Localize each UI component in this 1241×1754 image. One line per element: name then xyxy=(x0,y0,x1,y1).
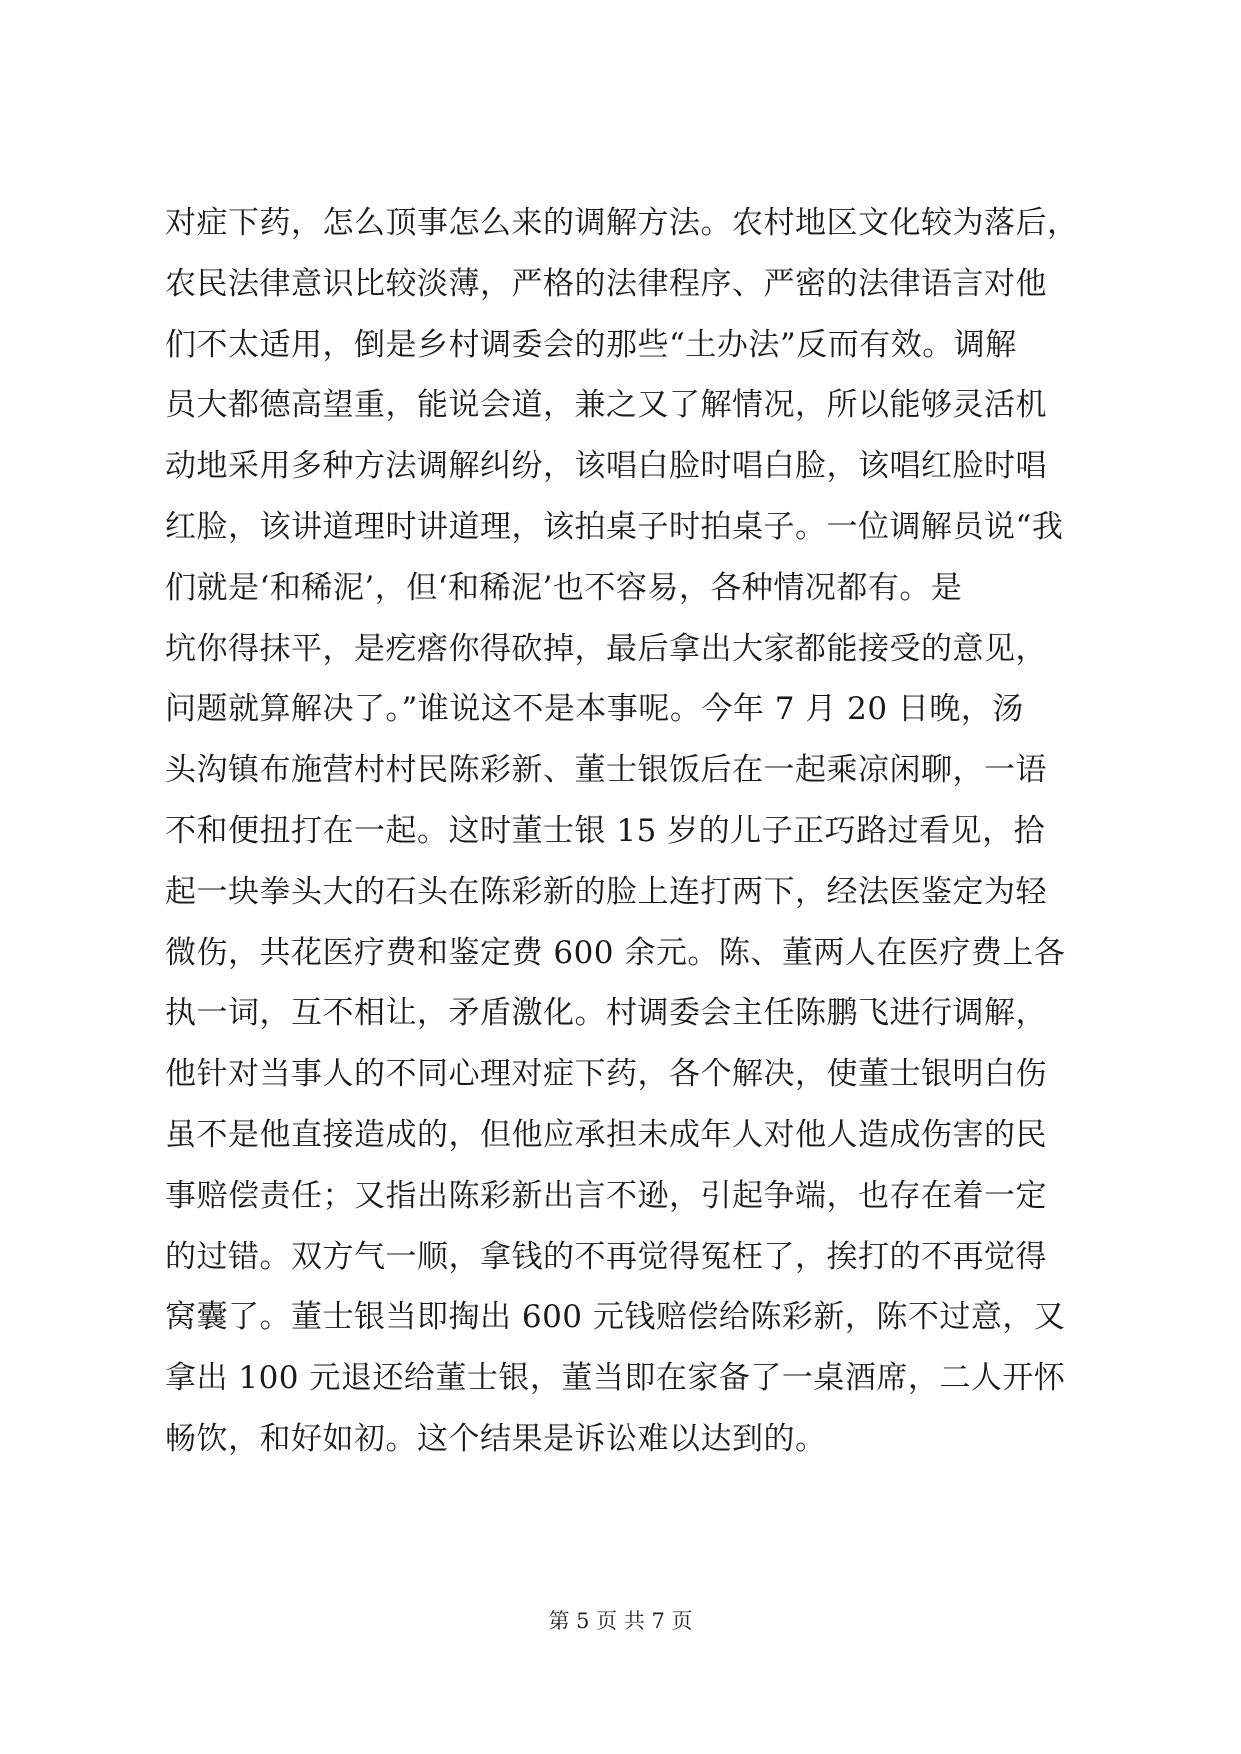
text-line-13: 微伤，共花医疗费和鉴定费 600 余元。陈、董两人在医疗费上各 xyxy=(165,934,1066,971)
text-line-6: 红脸，该讲道理时讲道理，该拍桌子时拍桌子。一位调解员说“我 xyxy=(165,508,1064,545)
text-line-21: 畅饮，和好如初。这个结果是诉讼难以达到的。 xyxy=(165,1420,827,1457)
text-line-11: 不和便扭打在一起。这时董士银 15 岁的儿子正巧路过看见，拾 xyxy=(165,812,1046,849)
text-line-1: 对症下药，怎么顶事怎么来的调解方法。农村地区文化较为落后， xyxy=(165,205,1079,241)
text-line-10: 头沟镇布施营村村民陈彩新、董士银饭后在一起乘凉闲聊，一语 xyxy=(165,752,1047,789)
text-line-18: 的过错。双方气一顺，拿钱的不再觉得冤枉了，挨打的不再觉得 xyxy=(165,1238,1047,1275)
text-line-12: 起一块拳头大的石头在陈彩新的脸上连打两下，经法医鉴定为轻 xyxy=(165,873,1047,910)
text-line-5: 动地采用多种方法调解纠纷，该唱白脸时唱白脸，该唱红脸时唱 xyxy=(165,448,1047,485)
text-line-8: 坑你得抹平，是疙瘩你得砍掉，最后拿出大家都能接受的意见， xyxy=(165,630,1047,667)
text-line-17: 事赔偿责任；又指出陈彩新出言不逊，引起争端，也存在着一定 xyxy=(165,1177,1047,1214)
text-line-2: 农民法律意识比较淡薄，严格的法律程序、严密的法律语言对他 xyxy=(165,265,1047,302)
text-line-9: 问题就算解决了。”谁说这不是本事呢。今年 7 月 20 日晚，汤 xyxy=(165,691,1024,728)
page-footer xyxy=(0,1606,1241,1636)
text-line-7: 们就是‘和稀泥’，但‘和稀泥’也不容易，各种情况都有。是 xyxy=(165,569,963,606)
text-line-16: 虽不是他直接造成的，但他应承担未成年人对他人造成伤害的民 xyxy=(165,1116,1047,1153)
text-line-14: 执一词，互不相让，矛盾激化。村调委会主任陈鹏飞进行调解， xyxy=(165,995,1047,1032)
text-line-15: 他针对当事人的不同心理对症下药，各个解决，使董士银明白伤 xyxy=(165,1056,1047,1093)
text-line-19: 窝囊了。董士银当即掏出 600 元钱赔偿给陈彩新，陈不过意，又 xyxy=(165,1299,1066,1336)
text-line-20: 拿出 100 元退还给董士银，董当即在家备了一桌酒席，二人开怀 xyxy=(165,1360,1066,1397)
body-text xyxy=(165,202,1085,1479)
text-line-3: 们不太适用，倒是乡村调委会的那些“土办法”反而有效。调解 xyxy=(165,326,1017,363)
page-number-label: 第 5 页 共 7 页 xyxy=(548,1609,693,1633)
text-line-4: 员大都德高望重，能说会道，兼之又了解情况，所以能够灵活机 xyxy=(165,387,1047,424)
